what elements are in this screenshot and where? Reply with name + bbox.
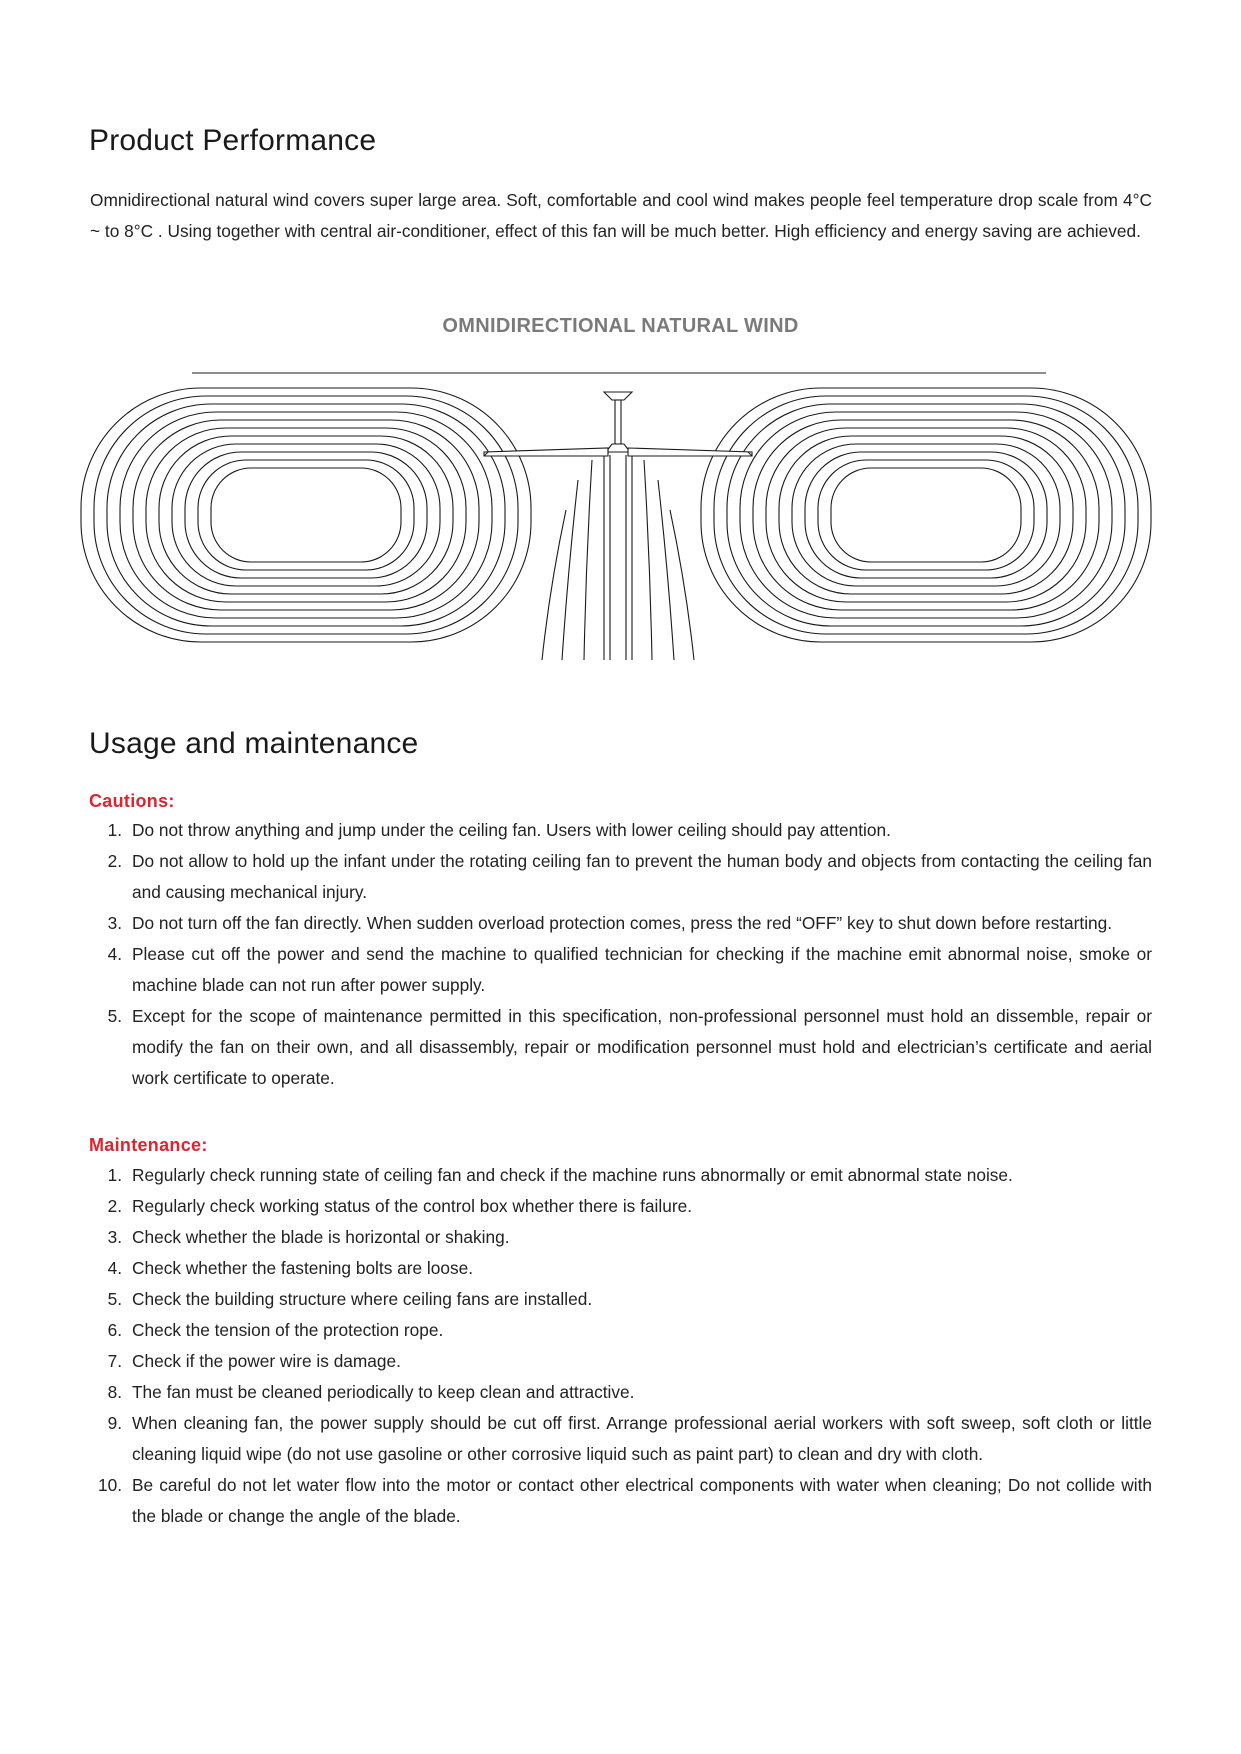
list-item bbox=[90, 1377, 1152, 1408]
usage-maintenance-heading: Usage and maintenance bbox=[89, 727, 419, 760]
list-item-number: 4. bbox=[107, 1258, 122, 1278]
airflow-loop bbox=[211, 468, 401, 562]
list-item-text: Please cut off the power and send the machine to qualified technician for checking if the machine emit abnormal noise, smoke or machine blade can not run after power supply. bbox=[132, 944, 1152, 995]
list-item-text: Do not turn off the fan directly. When sudden overload protection comes, press the red “OFF” key to shut down before restarting. bbox=[132, 913, 1113, 933]
list-item bbox=[90, 1408, 1152, 1470]
airflow-loop bbox=[818, 460, 1034, 570]
list-item-text: Check whether the blade is horizontal or shaking. bbox=[132, 1227, 510, 1247]
airflow-loop bbox=[120, 412, 492, 618]
airflow-loop bbox=[727, 404, 1125, 626]
airflow-loop bbox=[185, 452, 427, 578]
downdraft-lines bbox=[542, 455, 694, 660]
airflow-loop bbox=[198, 460, 414, 570]
left-airflow-loops bbox=[81, 388, 531, 642]
cautions-list bbox=[90, 815, 1152, 1094]
list-item-number: 5. bbox=[107, 1006, 122, 1026]
list-item bbox=[90, 1346, 1152, 1377]
wind-flow-diagram bbox=[80, 360, 1152, 665]
list-item bbox=[90, 1253, 1152, 1284]
list-item-text: Be careful do not let water flow into the motor or contact other electrical components with water when cleaning; Do not collide with the blade or change the angle of the blade. bbox=[132, 1475, 1152, 1526]
list-item-number: 2. bbox=[107, 851, 122, 871]
list-item bbox=[90, 1470, 1152, 1532]
list-item bbox=[90, 846, 1152, 908]
list-item bbox=[90, 908, 1152, 939]
airflow-loop bbox=[805, 452, 1047, 578]
list-item bbox=[90, 1315, 1152, 1346]
maintenance-heading: Maintenance: bbox=[89, 1135, 208, 1155]
list-item bbox=[90, 1191, 1152, 1222]
product-performance-paragraph: Omnidirectional natural wind covers super large area. Soft, comfortable and cool wind makes people feel temperature drop scale from 4°C ~ to 8°C . Using together with central air-conditioner, effect of this fan will be much better. High efficiency and energy saving are achieved. bbox=[90, 190, 1152, 241]
cautions-heading: Cautions: bbox=[89, 791, 175, 811]
list-item-text: Check whether the fastening bolts are loose. bbox=[132, 1258, 474, 1278]
airflow-loop bbox=[172, 444, 440, 586]
right-airflow-loops bbox=[701, 388, 1151, 642]
list-item-number: 1. bbox=[107, 1165, 122, 1185]
list-item bbox=[90, 1001, 1152, 1094]
list-item-number: 3. bbox=[107, 913, 122, 933]
airflow-loop bbox=[107, 404, 505, 626]
airflow-loop bbox=[81, 388, 531, 642]
airflow-loop bbox=[740, 412, 1112, 618]
list-item-number: 9. bbox=[107, 1413, 122, 1433]
list-item-text: Do not allow to hold up the infant under the rotating ceiling fan to prevent the human body and objects from contacting the ceiling fan and causing mechanical injury. bbox=[132, 851, 1152, 902]
list-item-text: Do not throw anything and jump under the ceiling fan. Users with lower ceiling should pay attention. bbox=[132, 820, 891, 840]
list-item-number: 5. bbox=[107, 1289, 122, 1309]
list-item-text: Check the building structure where ceiling fans are installed. bbox=[132, 1289, 593, 1309]
list-item bbox=[90, 939, 1152, 1001]
list-item-number: 2. bbox=[107, 1196, 122, 1216]
list-item-number: 1. bbox=[107, 820, 122, 840]
list-item-text: When cleaning fan, the power supply should be cut off first. Arrange professional aerial workers with soft sweep, soft cloth or little cleaning liquid wipe (do not use gasoline or other corrosive liquid such as paint part) to clean and dry with cloth. bbox=[132, 1413, 1152, 1464]
list-item-text: Check if the power wire is damage. bbox=[132, 1351, 401, 1371]
list-item-text: Regularly check working status of the control box whether there is failure. bbox=[132, 1196, 692, 1216]
list-item-number: 8. bbox=[107, 1382, 122, 1402]
list-item-text: Except for the scope of maintenance permitted in this specification, non-professional personnel must hold an dissemble, repair or modify the fan on their own, and all disassembly, repair or modification personnel must hold and electrician’s certificate and aerial work certificate to operate. bbox=[132, 1006, 1152, 1088]
list-item-number: 10. bbox=[97, 1475, 122, 1495]
product-performance-heading: Product Performance bbox=[89, 124, 377, 157]
list-item-number: 4. bbox=[107, 944, 122, 964]
list-item bbox=[90, 1284, 1152, 1315]
list-item-number: 3. bbox=[107, 1227, 122, 1247]
airflow-loop bbox=[766, 428, 1086, 602]
list-item-text: The fan must be cleaned periodically to keep clean and attractive. bbox=[132, 1382, 635, 1402]
list-item bbox=[90, 815, 1152, 846]
airflow-loop bbox=[792, 444, 1060, 586]
list-item bbox=[90, 1160, 1152, 1191]
airflow-loop bbox=[146, 428, 466, 602]
list-item-number: 7. bbox=[107, 1351, 122, 1371]
ceiling-fan-icon bbox=[484, 392, 752, 456]
list-item-text: Regularly check running state of ceiling fan and check if the machine runs abnormally or emit abnormal state noise. bbox=[132, 1165, 1013, 1185]
list-item bbox=[90, 1222, 1152, 1253]
diagram-title: OMNIDIRECTIONAL NATURAL WIND bbox=[442, 315, 799, 337]
maintenance-list bbox=[90, 1160, 1152, 1532]
airflow-loop bbox=[831, 468, 1021, 562]
list-item-text: Check the tension of the protection rope. bbox=[132, 1320, 444, 1340]
list-item-number: 6. bbox=[107, 1320, 122, 1340]
airflow-loop bbox=[701, 388, 1151, 642]
